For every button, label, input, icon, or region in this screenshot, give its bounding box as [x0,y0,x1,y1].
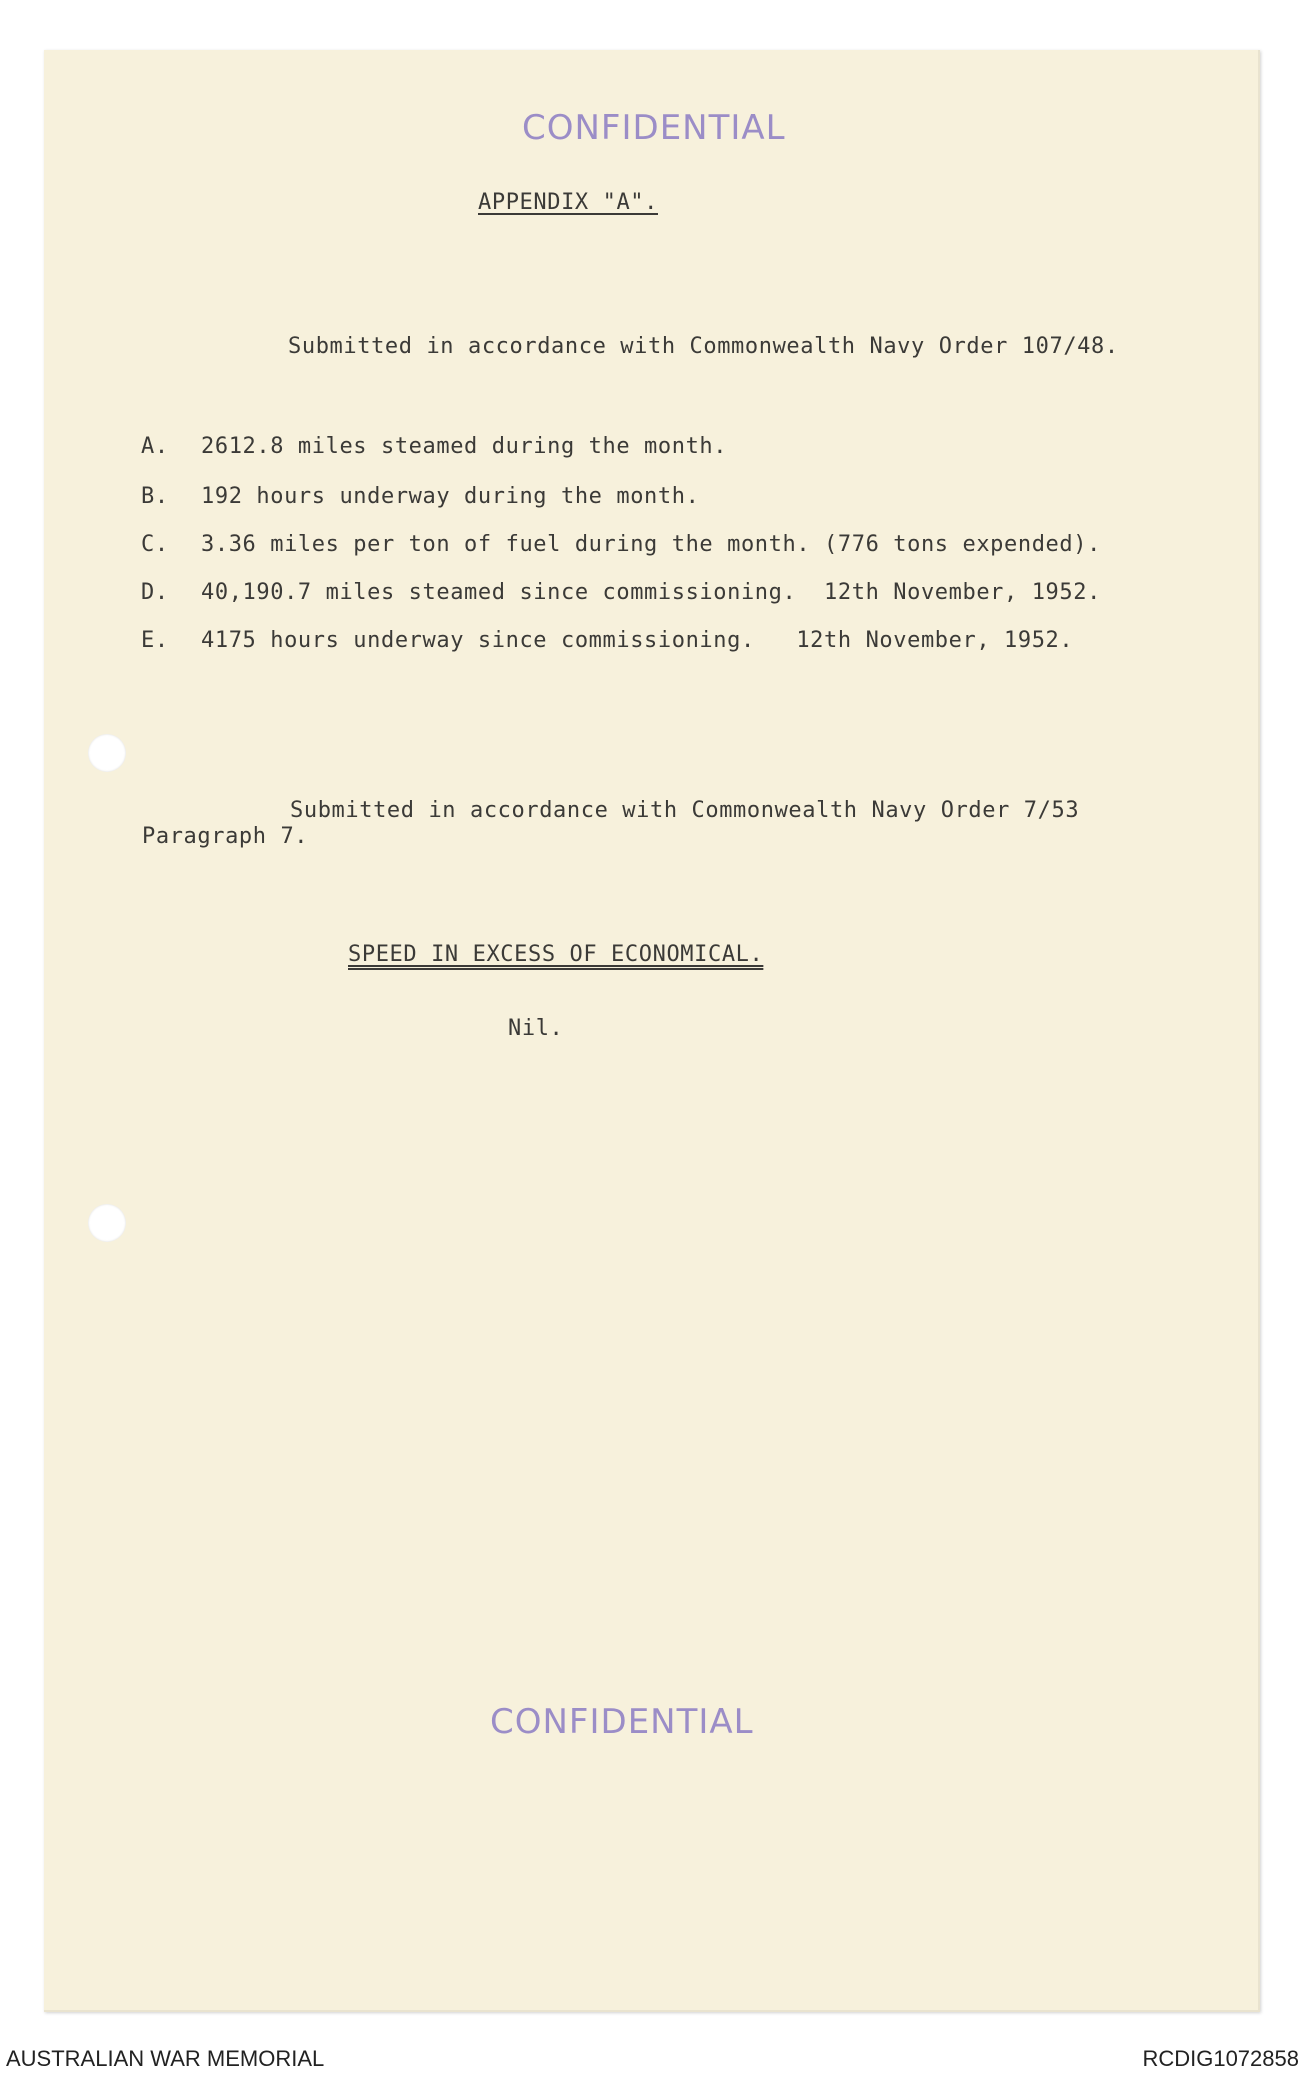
item-text: 192 hours underway during the month. [201,484,700,509]
item-letter: C. [141,532,169,557]
punch-hole-top [88,734,126,772]
item-text: 4175 hours underway since commissioning. 12th November, 1952. [201,628,1074,653]
punch-hole-bottom [88,1204,126,1242]
item-text: 2612.8 miles steamed during the month. [201,434,728,459]
item-letter: B. [141,484,169,509]
paragraph-reference: Paragraph 7. [142,824,309,849]
confidential-stamp-bottom: CONFIDENTIAL [490,1702,754,1742]
item-letter: E. [141,628,169,653]
submitted-order-107-48: Submitted in accordance with Commonwealth Navy Order 107/48. [288,334,1119,359]
document-page [44,50,1260,2012]
item-letter: A. [141,434,169,459]
item-text: 40,190.7 miles steamed since commissioning. 12th November, 1952. [201,580,1101,605]
confidential-stamp-top: CONFIDENTIAL [522,108,786,148]
nil-value: Nil. [508,1016,564,1041]
speed-heading: SPEED IN EXCESS OF ECONOMICAL. [348,942,764,967]
footer-right-id: RCDIG1072858 [1142,2046,1299,2071]
item-text: 3.36 miles per ton of fuel during the month. (776 tons expended). [201,532,1101,557]
appendix-title: APPENDIX "A". [478,190,658,215]
footer-left-label: AUSTRALIAN WAR MEMORIAL [6,2046,325,2071]
item-letter: D. [141,580,169,605]
submitted-order-7-53: Submitted in accordance with Commonwealth Navy Order 7/53 [290,798,1080,823]
